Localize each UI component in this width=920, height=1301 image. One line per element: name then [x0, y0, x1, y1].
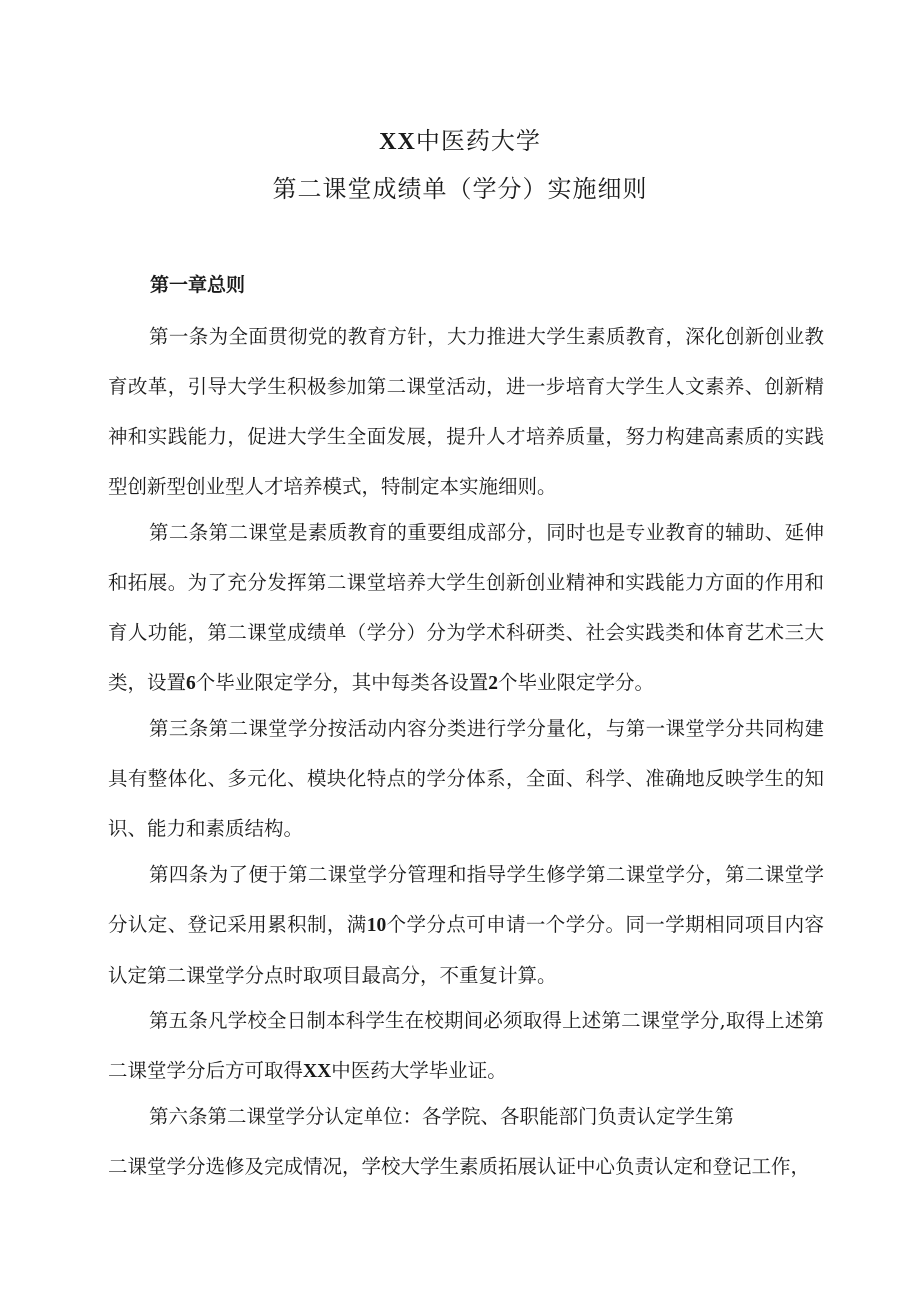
- article-6-paragraph: [108, 1092, 824, 1192]
- document-subtitle: 第二课堂成绩单（学分）实施细则: [272, 175, 648, 203]
- title-main: 中医药大学: [415, 127, 541, 155]
- article-6-line-1: 第六条第二课堂学分认定单位：各学院、各职能部门负责认定学生第: [149, 1105, 735, 1128]
- article-2-paragraph: [108, 508, 824, 709]
- article-2-text-c: 个毕业限定学分。: [498, 671, 655, 694]
- article-3-paragraph: 第三条第二课堂学分按活动内容分类进行学分量化，与第一课堂学分共同构建具有整体化、多元化、模块化特点的学分体系，全面、科学、准确地反映学生的知识、能力和素质结构。: [108, 717, 824, 840]
- chapter-heading: 第一章总则: [150, 274, 246, 296]
- article-6-line-2: 二课堂学分选修及完成情况，学校大学生素质拓展认证中心负责认定和登记工作，: [108, 1155, 811, 1178]
- document-title: [0, 124, 920, 159]
- title-prefix: XX: [379, 129, 416, 155]
- article-2-number-a: 6: [186, 673, 196, 694]
- article-5-text-a: 第五条凡学校全日制本科学生在校期间必须取得上述第二课堂学分,取得上述第二课堂学分后方可取得: [108, 1009, 824, 1082]
- article-4-text-a: 第四条为了便于第二课堂学分管理和指导学生修学第二课堂学分，第二课堂学分认定、登记采用累积制，满: [108, 863, 824, 936]
- article-5-paragraph: [108, 996, 824, 1097]
- article-5-school-code: XX: [303, 1061, 332, 1082]
- article-5-text-b: 中医药大学毕业证。: [331, 1059, 507, 1082]
- article-2-number-b: 2: [488, 673, 499, 694]
- article-2-text-a: 第二条第二课堂是素质教育的重要组成部分，同时也是专业教育的辅助、延伸和拓展。为了充分发挥第二课堂培养大学生创新创业精神和实践能力方面的作用和育人功能，第二课堂成绩单（学分）分为学术科研类、社会实践类和体育艺术三大类，设置: [108, 521, 824, 694]
- article-2-text-b: 个毕业限定学分，其中每类各设置: [195, 671, 489, 694]
- article-4-paragraph: [108, 850, 824, 1001]
- article-1-paragraph: 第一条为全面贯彻党的教育方针，大力推进大学生素质教育，深化创新创业教育改革，引导大学生积极参加第二课堂活动，进一步培育大学生人文素养、创新精神和实践能力，促进大学生全面发展，提升人才培养质量，努力构建高素质的实践型创新型创业型人才培养模式，特制定本实施细则。: [108, 325, 824, 498]
- article-4-number-a: 10: [366, 915, 387, 936]
- article-4-text-b: 个学分点可申请一个学分。同一学期相同项目内容认定第二课堂学分点时取项目最高分，不重复计算。: [108, 913, 824, 987]
